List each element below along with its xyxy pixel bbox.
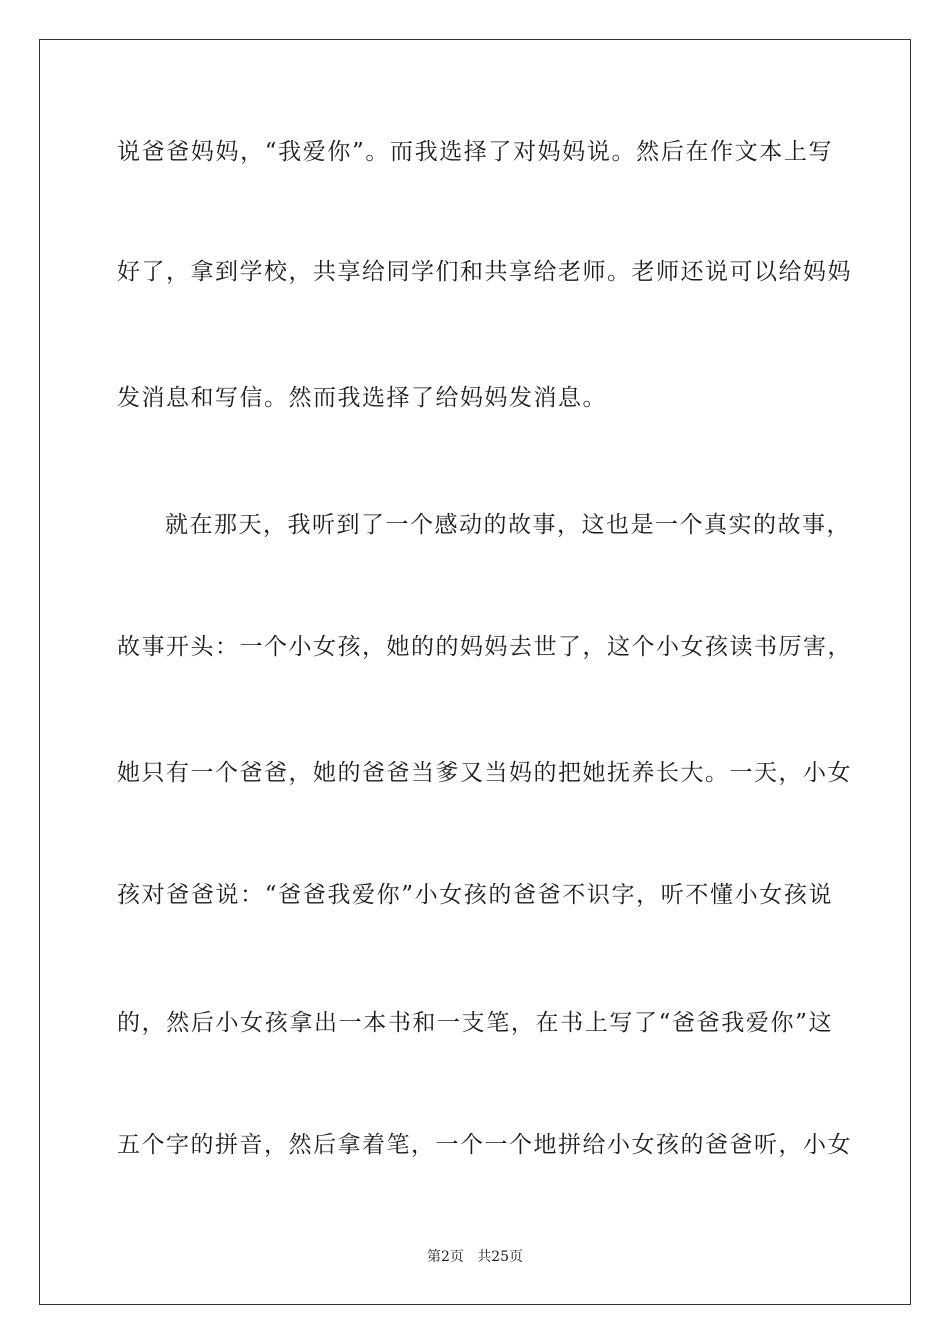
- body-text-line: 故事开头：一个小女孩，她的的妈妈去世了，这个小女孩读书厉害，: [117, 634, 852, 660]
- body-text-line: 她只有一个爸爸，她的爸爸当爹又当妈的把她抚养长大。一天，小女: [117, 760, 852, 786]
- body-text-line: 发消息和写信。然而我选择了给妈妈发消息。: [117, 385, 607, 411]
- body-text-line: 孩对爸爸说：“爸爸我爱你”小女孩的爸爸不识字，听不懂小女孩说: [117, 882, 833, 908]
- body-text-line: 说爸爸妈妈，“我爱你”。而我选择了对妈妈说。然后在作文本上写: [117, 139, 833, 165]
- body-text-line: 好了，拿到学校，共享给同学们和共享给老师。老师还说可以给妈妈: [117, 259, 852, 285]
- body-text-line: 的，然后小女孩拿出一本书和一支笔，在书上写了“爸爸我爱你”这: [117, 1010, 833, 1036]
- body-text-line: 五个字的拼音，然后拿着笔，一个一个地拼给小女孩的爸爸听，小女: [117, 1132, 852, 1158]
- page-border: [39, 39, 911, 1305]
- page-number-footer: 第2页 共25页: [426, 1249, 524, 1265]
- paragraph-first-line: 就在那天，我听到了一个感动的故事，这也是一个真实的故事，: [165, 512, 851, 538]
